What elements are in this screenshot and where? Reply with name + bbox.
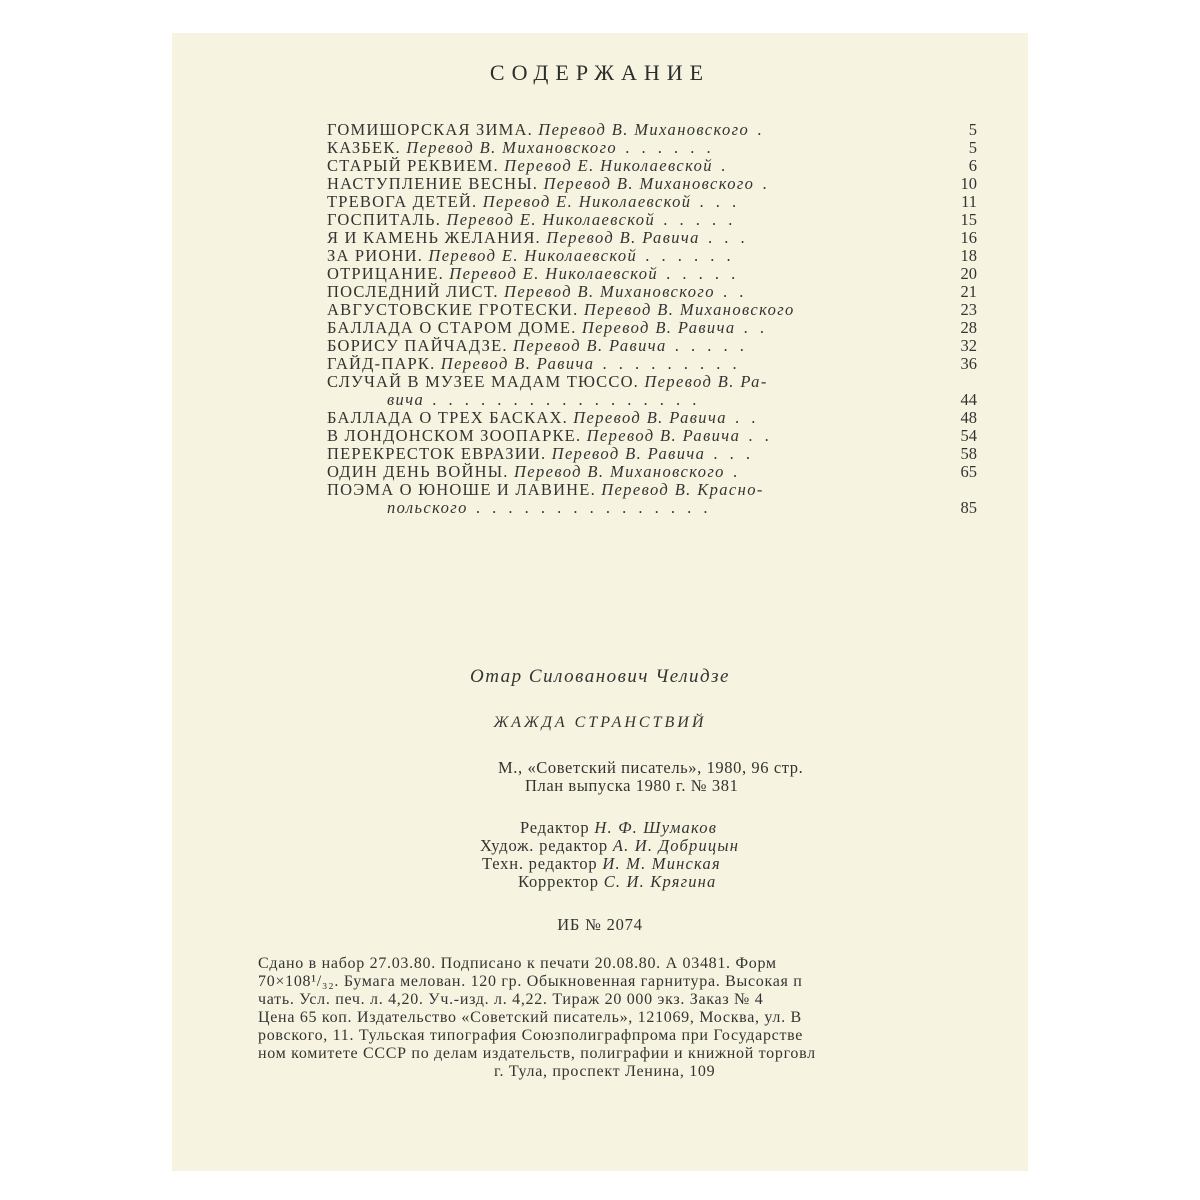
toc-dot-leader: . . [740,427,773,445]
toc-entry-translator: Перевод В. Михановского [504,283,715,301]
colophon-line: 70×108¹/₃₂. Бумага мелован. 120 гр. Обыкновенная гарнитура. Высокая п [258,973,803,990]
toc-page-number: 21 [933,283,977,301]
toc-dot-leader: . . . . . [655,211,737,229]
toc-entry [327,301,977,319]
toc-entry-translator: Перевод В. Равича [546,229,700,247]
corrector-credit [518,873,1028,891]
toc-page-number: 54 [933,427,977,445]
toc-entry-title: ГОСПИТАЛЬ. [327,211,447,229]
toc-entry-translator: Перевод В. Равича [513,337,667,355]
tech-editor-name: И. М. Минская [602,854,721,873]
toc-page-number: 58 [933,445,977,463]
toc-entry [327,427,977,445]
toc-page-number: 65 [933,463,977,481]
toc-entry [327,337,977,355]
toc-entry-translator: Перевод В. Равича [440,355,595,373]
toc-page-number: 48 [933,409,977,427]
toc-entry [327,157,977,175]
colophon-line: чать. Усл. печ. л. 4,20. Уч.-изд. л. 4,22. Тираж 20 000 экз. Заказ № 4 [258,991,764,1008]
tech-editor-label: Техн. редактор [482,854,598,873]
toc-entry [327,463,977,481]
toc-entry-translator: Перевод В. Михановского [583,301,795,319]
toc-page-number: 28 [933,319,977,337]
toc-dot-leader: . . [726,409,760,427]
toc-page-number: 23 [933,301,977,319]
colophon-line: Сдано в набор 27.03.80. Подписано к печати 20.08.80. А 03481. Форм [258,955,777,972]
toc-page-number: 10 [933,175,977,193]
toc-entry [327,229,977,247]
colophon-line: г. Тула, проспект Ленина, 109 [494,1063,716,1080]
book-page [172,33,1028,1171]
toc-page-number: 6 [933,157,977,175]
toc-entry-translator: Перевод В. Михановского [513,463,725,481]
toc-dot-leader: . . . . . . [637,247,735,265]
toc-entry-title: ОДИН ДЕНЬ ВОЙНЫ. [327,463,514,481]
publication-info [498,759,803,795]
art-editor-credit [480,837,1028,855]
toc-entry-translator: Перевод Е. Николаевской [449,265,658,283]
toc-page-number: 44 [933,391,977,409]
art-editor-label: Худож. редактор [480,836,608,855]
toc-entry-title: КАЗБЕК. [327,139,407,157]
toc-page-number: 85 [933,499,977,517]
toc-entry [327,409,977,427]
colophon-line: Цена 65 коп. Издательство «Советский писатель», 121069, Москва, ул. В [258,1009,802,1026]
toc-dot-leader: . . . [705,445,755,463]
toc-entry-translator: Перевод В. Ра- [644,373,768,391]
toc-dot-leader: . [749,121,766,139]
toc-dot-leader: . . . [691,193,741,211]
toc-entry-title: ОТРИЦАНИЕ. [327,265,450,283]
colophon-line: ном комитете СССР по делам издательств, полиграфии и книжной торговл [258,1045,816,1062]
plan-line: План выпуска 1980 г. № 381 [525,776,739,795]
toc-dot-leader: . . [735,319,768,337]
toc-entry-translator: Перевод В. Михановского [543,175,755,193]
editor-name: Н. Ф. Шумаков [594,818,718,837]
toc-entry [327,481,977,499]
toc-entry [327,265,977,283]
toc-entry-title: ГАЙД-ПАРК. [327,355,441,373]
toc-entry-translator: Перевод Е. Николаевской [504,157,713,175]
toc-entry-title: ПОЭМА О ЮНОШЕ И ЛАВИНЕ. [327,481,602,499]
toc-entry-translator: Перевод В. Равича [581,319,736,337]
table-of-contents [327,121,977,517]
toc-dot-leader: . . . [699,229,749,247]
toc-entry-translator: Перевод В. Равича [586,427,741,445]
toc-dot-leader: . . . . . [666,337,748,355]
toc-entry [327,445,977,463]
toc-dot-leader: . [724,463,742,481]
toc-entry-translator: Перевод Е. Николаевской [428,247,638,265]
toc-dot-leader: . . . . . . . . . . . . . . . . . [424,391,701,409]
toc-entry [327,121,977,139]
toc-page-number: 16 [933,229,977,247]
toc-entry [327,175,977,193]
toc-entry-title: ТРЕВОГА ДЕТЕЙ. [327,193,483,211]
editor-credit [520,819,1028,837]
toc-entry-title: В ЛОНДОНСКОМ ЗООПАРКЕ. [327,427,587,445]
toc-heading: СОДЕРЖАНИЕ [489,60,711,85]
book-title: ЖАЖДА СТРАНСТВИЙ [493,714,707,731]
toc-page-number: 15 [933,211,977,229]
toc-entry-title: СЛУЧАЙ В МУЗЕЕ МАДАМ ТЮССО. [327,373,645,391]
toc-entry [327,499,977,517]
toc-entry-title: БАЛЛАДА О СТАРОМ ДОМЕ. [327,319,582,337]
toc-entry-translator: Перевод Е. Николаевской [482,193,692,211]
corrector-label: Корректор [518,872,599,891]
toc-entry [327,355,977,373]
toc-entry [327,283,977,301]
toc-page-number: 32 [933,337,977,355]
toc-page-number: 36 [933,355,977,373]
toc-entry-title: СТАРЫЙ РЕКВИЕМ. [327,157,505,175]
toc-entry-translator: вича [387,391,425,409]
toc-entry-title: ГОМИШОРСКАЯ ЗИМА. [327,121,539,139]
tech-editor-credit [482,855,1028,873]
toc-dot-leader: . [712,157,730,175]
toc-entry-title: ЗА РИОНИ. [327,247,429,265]
toc-page-number: 5 [933,121,977,139]
toc-entry-title: Я И КАМЕНЬ ЖЕЛАНИЯ. [327,229,547,247]
toc-entry-translator: Перевод В. Красно- [601,481,764,499]
toc-entry-title: ПОСЛЕДНИЙ ЛИСТ. [327,283,505,301]
toc-page-number: 20 [933,265,977,283]
author-name: Отар Силованович Челидзе [469,666,730,687]
ib-number: ИБ № 2074 [557,915,643,934]
toc-dot-leader: . . . . . . [617,139,715,157]
toc-entry-translator: Перевод В. Михановского [538,121,750,139]
toc-entry-title: БОРИСУ ПАЙЧАДЗЕ. [327,337,514,355]
toc-page-number: 5 [933,139,977,157]
toc-entry-title: БАЛЛАДА О ТРЕХ БАСКАХ. [327,409,574,427]
toc-entry-translator: Перевод В. Михановского [406,139,618,157]
art-editor-name: А. И. Добрицын [612,836,740,855]
editor-label: Редактор [520,818,590,837]
toc-dot-leader: . [754,175,771,193]
toc-entry [327,247,977,265]
toc-entry [327,193,977,211]
corrector-name: С. И. Крягина [603,872,717,891]
toc-entry-title: АВГУСТОВСКИЕ ГРОТЕСКИ. [327,301,584,319]
toc-entry [327,319,977,337]
publisher-line: М., «Советский писатель», 1980, 96 стр. [498,758,804,777]
toc-entry [327,139,977,157]
colophon [258,955,1028,1081]
toc-entry-translator: Перевод В. Равича [573,409,727,427]
toc-entry-title: НАСТУПЛЕНИЕ ВЕСНЫ. [327,175,544,193]
toc-dot-leader: . . . . . [658,265,740,283]
toc-entry-translator: польского [387,499,468,517]
colophon-line: ровского, 11. Тульская типография Союзполиграфпрома при Государстве [258,1027,804,1044]
toc-dot-leader: . . . . . . . . . [594,355,741,373]
toc-dot-leader: . . . . . . . . . . . . . . . [467,499,712,517]
toc-entry-translator: Перевод В. Равича [551,445,706,463]
staff-credits [172,819,1028,891]
toc-entry-title: ПЕРЕКРЕСТОК ЕВРАЗИИ. [327,445,552,463]
toc-page-number: 18 [933,247,977,265]
toc-entry-translator: Перевод Е. Николаевской [446,211,656,229]
toc-entry [327,373,977,391]
toc-dot-leader: . . [714,283,748,301]
toc-page-number: 11 [933,193,977,211]
toc-entry [327,211,977,229]
toc-entry [327,391,977,409]
